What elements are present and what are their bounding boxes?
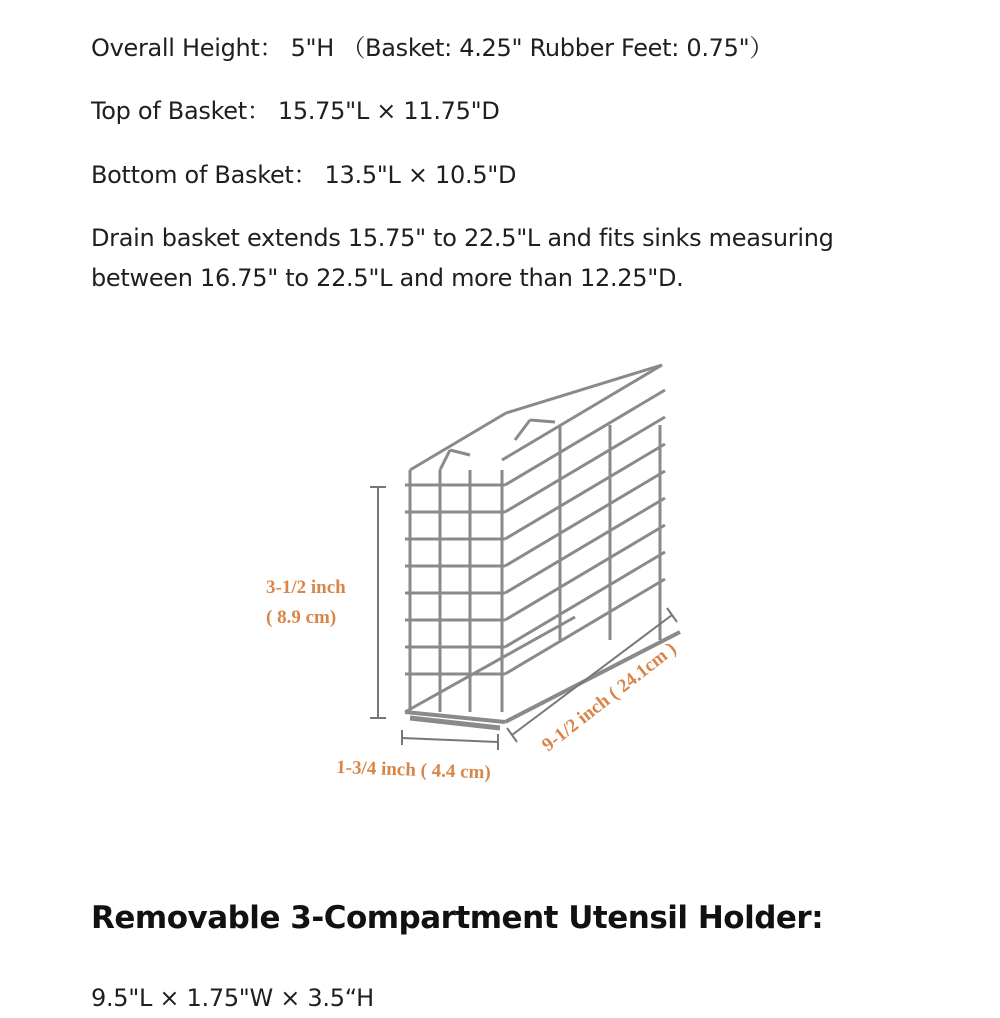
height-dimension-line bbox=[370, 487, 386, 718]
width-dimension-line bbox=[402, 730, 498, 750]
height-label-inch: 3-1/2 inch bbox=[266, 577, 346, 598]
height-label-cm: ( 8.9 cm) bbox=[266, 607, 337, 628]
overall-height-text: Overall Height： 5"H （Basket: 4.25" Rubber Feet: 0.75"） bbox=[91, 34, 774, 62]
drain-basket-text: Drain basket extends 15.75" to 22.5"L and fits sinks measuring between 16.75" to 22.5"L and more than 12.25"D. bbox=[91, 224, 834, 292]
utensil-holder-dimensions: 9.5"L × 1.75"W × 3.5“H bbox=[91, 984, 374, 1012]
utensil-holder-heading: Removable 3-Compartment Utensil Holder: bbox=[91, 900, 824, 936]
width-label: 1-3/4 inch ( 4.4 cm) bbox=[335, 757, 492, 784]
top-of-basket-text: Top of Basket： 15.75"L × 11.75"D bbox=[91, 97, 500, 125]
bottom-of-basket-text: Bottom of Basket： 13.5"L × 10.5"D bbox=[91, 161, 517, 189]
length-label: 9-1/2 inch ( 24.1cm ) bbox=[538, 638, 681, 756]
